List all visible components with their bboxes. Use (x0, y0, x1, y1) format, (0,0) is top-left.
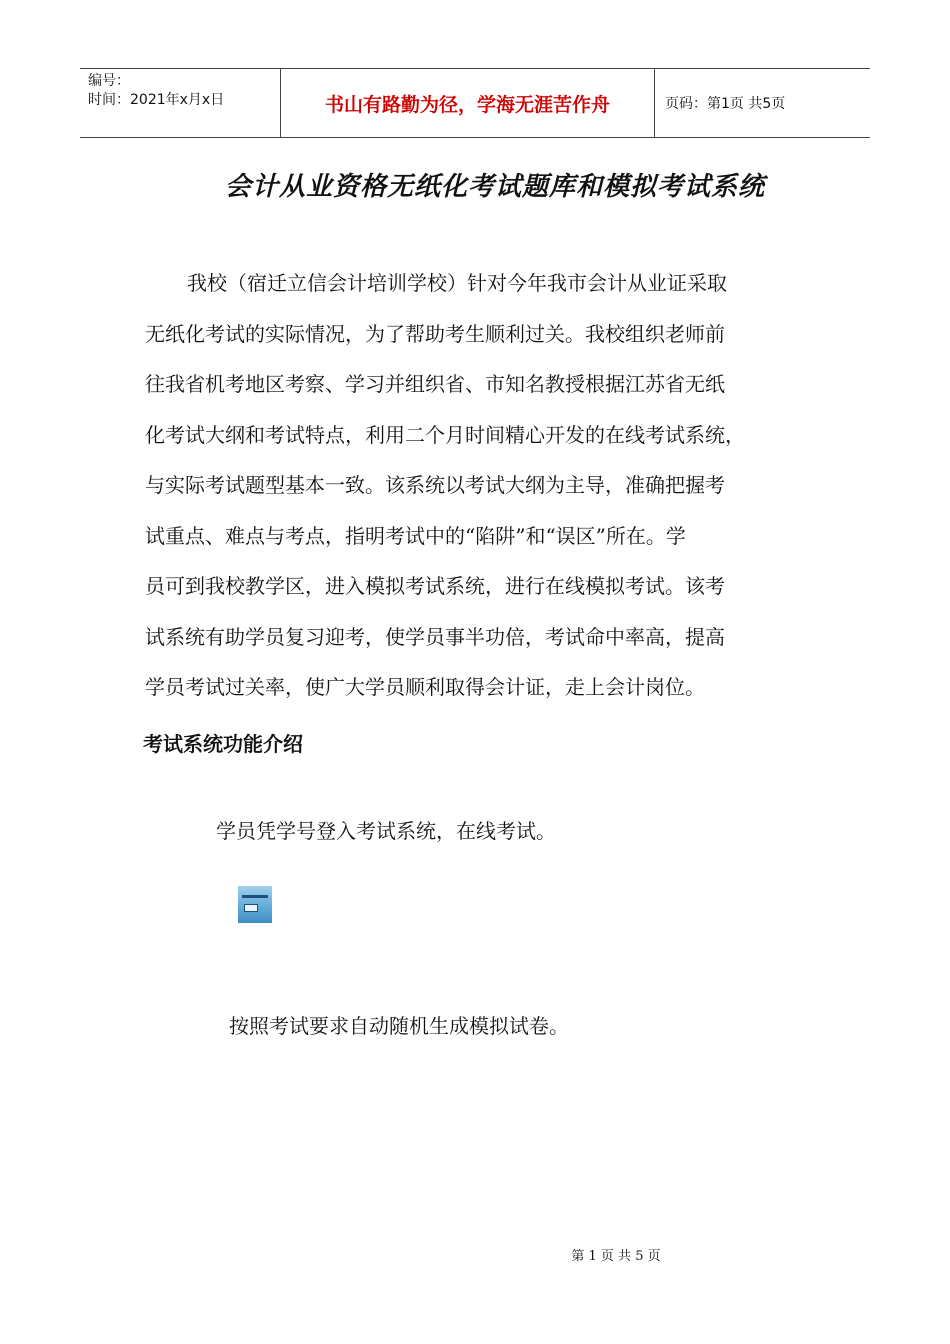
thumbnail-input-box (244, 904, 258, 912)
feature-login-text: 学员凭学号登入考试系统，在线考试。 (216, 819, 556, 843)
header-meta (80, 69, 281, 137)
paragraph-line: 往我省机考地区考察、学习并组织省、市知名教授根据江苏省无纸 (145, 372, 725, 396)
paragraph-line: 员可到我校教学区，进入模拟考试系统，进行在线模拟考试。该考 (145, 574, 725, 598)
paragraph-line: 化考试大纲和考试特点，利用二个月时间精心开发的在线考试系统， (145, 422, 745, 447)
document-title: 会计从业资格无纸化考试题库和模拟考试系统 (224, 172, 765, 202)
thumbnail-title-bar (242, 895, 268, 898)
header-page-info: 页码：第1页 共5页 (665, 96, 786, 112)
page-footer: 第 1 页 共 5 页 (571, 1249, 661, 1264)
paragraph-line: 学员考试过关率，使广大学员顺利取得会计证，走上会计岗位。 (145, 675, 705, 699)
login-screenshot-thumbnail (238, 886, 272, 923)
document-time-label: 时间：2021年x月x日 (88, 92, 225, 108)
paragraph-line: 与实际考试题型基本一致。该系统以考试大纲为主导，准确把握考 (145, 473, 725, 497)
section-heading: 考试系统功能介绍 (143, 732, 303, 756)
feature-generate-text: 按照考试要求自动随机生成模拟试卷。 (229, 1014, 569, 1038)
paragraph-line: 无纸化考试的实际情况，为了帮助考生顺利过关。我校组织老师前 (145, 321, 725, 346)
page-header (80, 68, 870, 138)
intro-paragraph (145, 258, 805, 713)
document-number-label: 编号： (88, 73, 130, 89)
paragraph-line: 试系统有助学员复习迎考，使学员事半功倍，考试命中率高，提高 (145, 624, 725, 649)
header-motto: 书山有路勤为径，学海无涯苦作舟 (281, 69, 655, 137)
paragraph-line: 我校（宿迁立信会计培训学校）针对今年我市会计从业证采取 (187, 271, 727, 295)
paragraph-line: 试重点、难点与考点，指明考试中的“陷阱”和“误区”所在。学 (145, 523, 686, 548)
